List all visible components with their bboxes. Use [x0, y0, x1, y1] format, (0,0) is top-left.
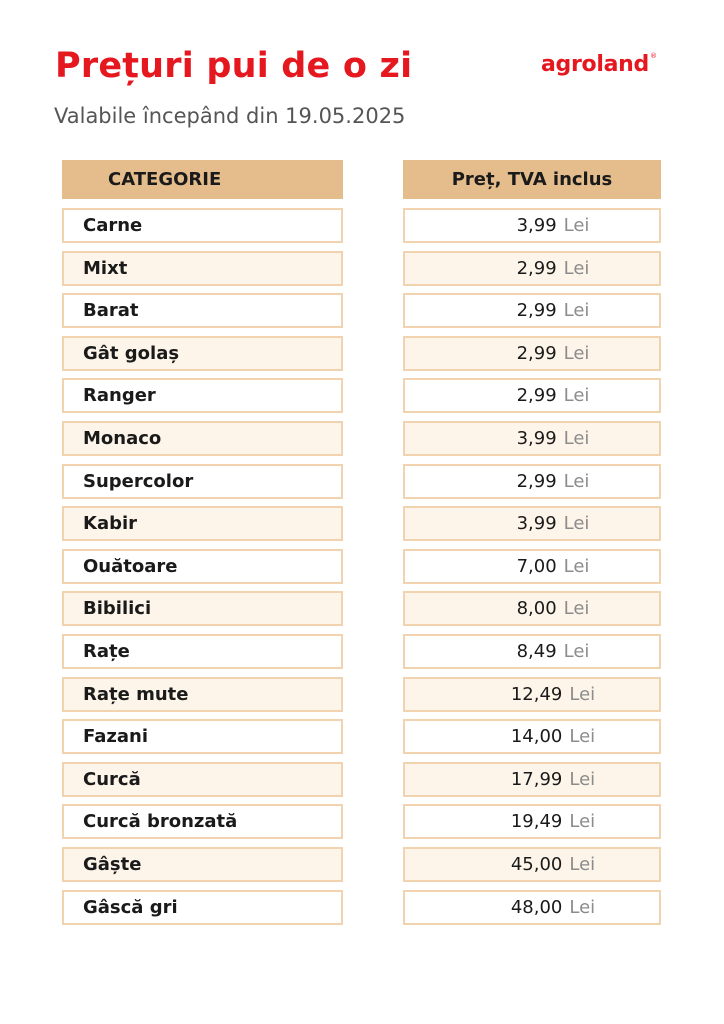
price-amount: 17,99 — [510, 768, 563, 790]
category-cell: Rațe — [62, 634, 343, 669]
price-currency: Lei — [563, 513, 590, 535]
price-amount: 12,49 — [510, 683, 563, 705]
price-cell — [403, 847, 661, 882]
price-cell — [403, 762, 661, 797]
category-cell: Barat — [62, 293, 343, 328]
category-cell: Carne — [62, 208, 343, 243]
price-amount: 2,99 — [516, 470, 557, 492]
price-amount: 14,00 — [510, 726, 563, 748]
price-cell — [403, 464, 661, 499]
price-currency: Lei — [563, 300, 590, 322]
validity-subtitle: Valabile începând din 19.05.2025 — [54, 104, 406, 128]
price-cell — [403, 719, 661, 754]
price-amount: 19,49 — [510, 811, 563, 833]
category-cell: Curcă bronzată — [62, 804, 343, 839]
category-cell: Bibilici — [62, 591, 343, 626]
price-cell — [403, 421, 661, 456]
price-cell — [403, 336, 661, 371]
price-cell — [403, 208, 661, 243]
price-currency: Lei — [563, 427, 590, 449]
price-currency: Lei — [569, 683, 596, 705]
price-amount: 2,99 — [516, 300, 557, 322]
category-cell: Curcă — [62, 762, 343, 797]
price-currency: Lei — [563, 598, 590, 620]
category-header: CATEGORIE — [62, 160, 343, 199]
agroland-logo — [541, 52, 657, 77]
price-currency: Lei — [563, 470, 590, 492]
category-cell: Gâște — [62, 847, 343, 882]
price-amount: 45,00 — [510, 853, 563, 875]
price-cell — [403, 378, 661, 413]
category-cell: Kabir — [62, 506, 343, 541]
price-amount: 2,99 — [516, 342, 557, 364]
price-amount: 48,00 — [510, 896, 563, 918]
category-cell: Supercolor — [62, 464, 343, 499]
price-currency: Lei — [569, 896, 596, 918]
registered-mark: ® — [649, 52, 657, 60]
price-header: Preț, TVA inclus — [403, 160, 661, 199]
price-amount: 8,00 — [516, 598, 557, 620]
price-cell — [403, 804, 661, 839]
category-cell: Gâscă gri — [62, 890, 343, 925]
price-cell — [403, 251, 661, 286]
price-currency: Lei — [563, 555, 590, 577]
price-cell — [403, 677, 661, 712]
logo-text: agroland — [541, 52, 649, 77]
category-cell: Gât golaș — [62, 336, 343, 371]
category-cell: Ranger — [62, 378, 343, 413]
category-cell: Fazani — [62, 719, 343, 754]
price-currency: Lei — [563, 257, 590, 279]
category-cell: Rațe mute — [62, 677, 343, 712]
price-currency: Lei — [563, 640, 590, 662]
price-amount: 3,99 — [516, 215, 557, 236]
price-cell — [403, 890, 661, 925]
page-title: Prețuri pui de o zi — [55, 46, 413, 86]
price-cell — [403, 549, 661, 584]
price-cell — [403, 591, 661, 626]
price-currency: Lei — [569, 768, 596, 790]
price-cell — [403, 506, 661, 541]
category-cell: Mixt — [62, 251, 343, 286]
price-cell — [403, 634, 661, 669]
price-amount: 2,99 — [516, 257, 557, 279]
price-currency: Lei — [563, 342, 590, 364]
price-currency: Lei — [569, 853, 596, 875]
category-column — [62, 160, 343, 925]
price-amount: 3,99 — [516, 427, 557, 449]
price-currency: Lei — [563, 385, 590, 407]
price-amount: 7,00 — [516, 555, 557, 577]
price-amount: 3,99 — [516, 513, 557, 535]
price-column — [403, 160, 661, 925]
price-amount: 8,49 — [516, 640, 557, 662]
category-cell: Monaco — [62, 421, 343, 456]
price-currency: Lei — [563, 215, 590, 236]
price-currency: Lei — [569, 811, 596, 833]
price-currency: Lei — [569, 726, 596, 748]
price-cell — [403, 293, 661, 328]
category-cell: Ouătoare — [62, 549, 343, 584]
price-amount: 2,99 — [516, 385, 557, 407]
